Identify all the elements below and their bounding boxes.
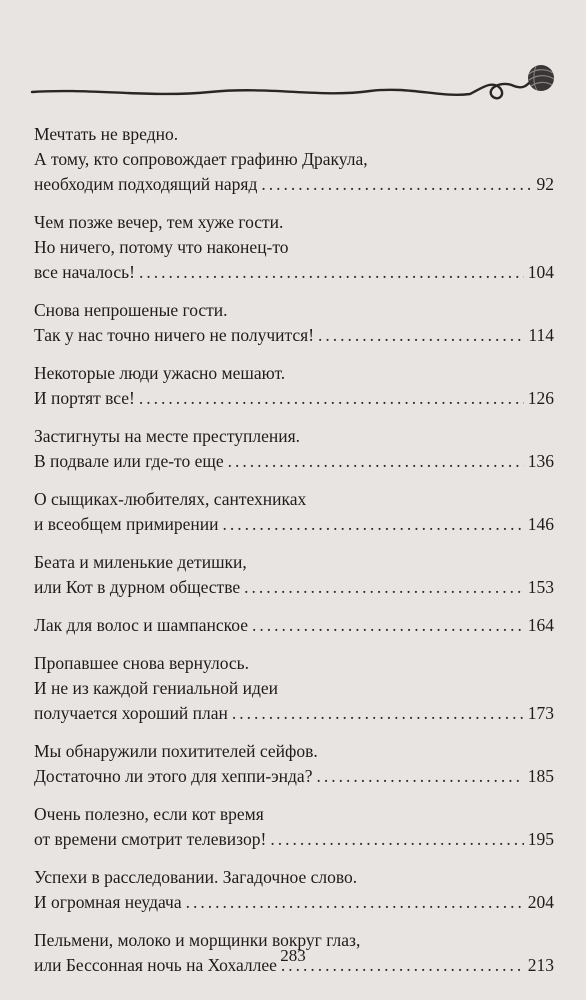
toc-entry-last-line — [34, 575, 554, 600]
toc-entry-last-line — [34, 701, 554, 726]
toc-entry-page-number: 173 — [527, 703, 554, 723]
toc-entry-page-number: 146 — [527, 514, 554, 534]
toc-entry-title-text: Беата и миленькие детишки, — [34, 552, 247, 572]
toc-entry-line — [34, 235, 554, 260]
toc-entry-line — [34, 865, 554, 890]
dot-leader — [244, 575, 524, 600]
toc-entry-title-text: или Бессонная ночь на Хохаллее — [34, 955, 277, 975]
toc-entry-line — [34, 298, 554, 323]
toc-entry-page-number: 136 — [527, 451, 554, 471]
toc-entry — [34, 298, 554, 348]
yarn-thread-ornament — [30, 58, 560, 108]
toc-entry-last-line — [34, 386, 554, 411]
toc-entry-page-number: 204 — [527, 892, 554, 912]
toc-entry-page-number: 104 — [527, 262, 554, 282]
dot-leader — [316, 764, 523, 789]
toc-entry-title-text: О сыщиках-любителях, сантехниках — [34, 489, 307, 509]
toc-entry-title-text: получается хороший план — [34, 703, 228, 723]
toc-entry-last-line — [34, 323, 554, 348]
toc-entry-title-text: Мы обнаружили похитителей сейфов. — [34, 741, 318, 761]
yarn-ball-icon — [528, 65, 554, 91]
toc-entry-page-number: 185 — [527, 766, 554, 786]
toc-entry-line — [34, 487, 554, 512]
toc-entry-line — [34, 676, 554, 701]
toc-entry — [34, 361, 554, 411]
toc-entry-title-text: В подвале или где-то еще — [34, 451, 224, 471]
toc-entry — [34, 122, 554, 197]
dot-leader — [139, 386, 524, 411]
toc-entry-line — [34, 550, 554, 575]
toc-entry-title-text: Некоторые люди ужасно мешают. — [34, 363, 286, 383]
toc-entry-title-text: необходим подходящий наряд — [34, 174, 258, 194]
dot-leader — [139, 260, 524, 285]
toc-entry-title-text: и всеобщем примирении — [34, 514, 219, 534]
table-of-contents — [34, 122, 554, 978]
toc-entry — [34, 865, 554, 915]
toc-entry-title-text: Застигнуты на месте преступления. — [34, 426, 301, 446]
toc-entry-last-line — [34, 764, 554, 789]
toc-entry — [34, 424, 554, 474]
toc-entry-title-text: Лак для волос и шампанское — [34, 615, 248, 635]
toc-entry-line — [34, 122, 554, 147]
toc-entry — [34, 613, 554, 638]
dot-leader — [232, 701, 524, 726]
toc-entry-title-text: все началось! — [34, 262, 135, 282]
toc-entry-last-line — [34, 512, 554, 537]
toc-entry — [34, 651, 554, 726]
toc-entry-page-number: 114 — [528, 325, 554, 345]
dot-leader — [318, 323, 524, 348]
toc-entry — [34, 487, 554, 537]
toc-entry-last-line — [34, 449, 554, 474]
toc-entry-title-text: Так у нас точно ничего не получится! — [34, 325, 315, 345]
toc-entry-page-number: 126 — [527, 388, 554, 408]
toc-entry-title-text: Но ничего, потому что наконец-то — [34, 237, 289, 257]
toc-entry-line — [34, 651, 554, 676]
toc-entry-line — [34, 210, 554, 235]
dot-leader — [186, 890, 524, 915]
toc-entry-title-text: Пропавшее снова вернулось. — [34, 653, 250, 673]
toc-entry — [34, 802, 554, 852]
toc-entry-last-line — [34, 890, 554, 915]
toc-entry-page-number: 153 — [527, 577, 554, 597]
toc-entry-last-line — [34, 613, 554, 638]
toc-entry — [34, 210, 554, 285]
toc-entry-title-text: Очень полезно, если кот время — [34, 804, 264, 824]
toc-entry — [34, 739, 554, 789]
toc-entry-title-text: Успехи в расследовании. Загадочное слово. — [34, 867, 358, 887]
toc-entry-title-text: И огромная неудача — [34, 892, 182, 912]
toc-entry-title-text: Достаточно ли этого для хеппи-энда? — [34, 766, 313, 786]
toc-entry-last-line — [34, 827, 554, 852]
toc-entry-title-text: Снова непрошеные гости. — [34, 300, 228, 320]
toc-entry-line — [34, 739, 554, 764]
toc-entry-line — [34, 147, 554, 172]
toc-entry-title-text: от времени смотрит телевизор! — [34, 829, 267, 849]
toc-entry-last-line — [34, 260, 554, 285]
dot-leader — [223, 512, 524, 537]
toc-entry-title-text: Мечтать не вредно. — [34, 124, 179, 144]
toc-entry-line — [34, 802, 554, 827]
dot-leader — [270, 827, 523, 852]
toc-entry-title-text: И не из каждой гениальной идеи — [34, 678, 279, 698]
toc-entry-title-text: или Кот в дурном обществе — [34, 577, 241, 597]
toc-entry-title-text: Пельмени, молоко и морщинки вокруг глаз, — [34, 930, 361, 950]
toc-entry-line — [34, 424, 554, 449]
toc-entry-page-number: 195 — [527, 829, 554, 849]
page-number: 283 — [280, 946, 306, 965]
dot-leader — [252, 613, 524, 638]
dot-leader — [228, 449, 524, 474]
toc-entry — [34, 550, 554, 600]
toc-entry-last-line — [34, 172, 554, 197]
toc-entry-line — [34, 361, 554, 386]
toc-entry-page-number: 164 — [527, 615, 554, 635]
dot-leader — [261, 172, 532, 197]
toc-entry-page-number: 213 — [527, 955, 554, 975]
toc-entry-title-text: Чем позже вечер, тем хуже гости. — [34, 212, 284, 232]
toc-entry-title-text: А тому, кто сопровождает графиню Дракула, — [34, 149, 368, 169]
toc-entry-title-text: И портят все! — [34, 388, 135, 408]
toc-entry-page-number: 92 — [536, 174, 554, 194]
